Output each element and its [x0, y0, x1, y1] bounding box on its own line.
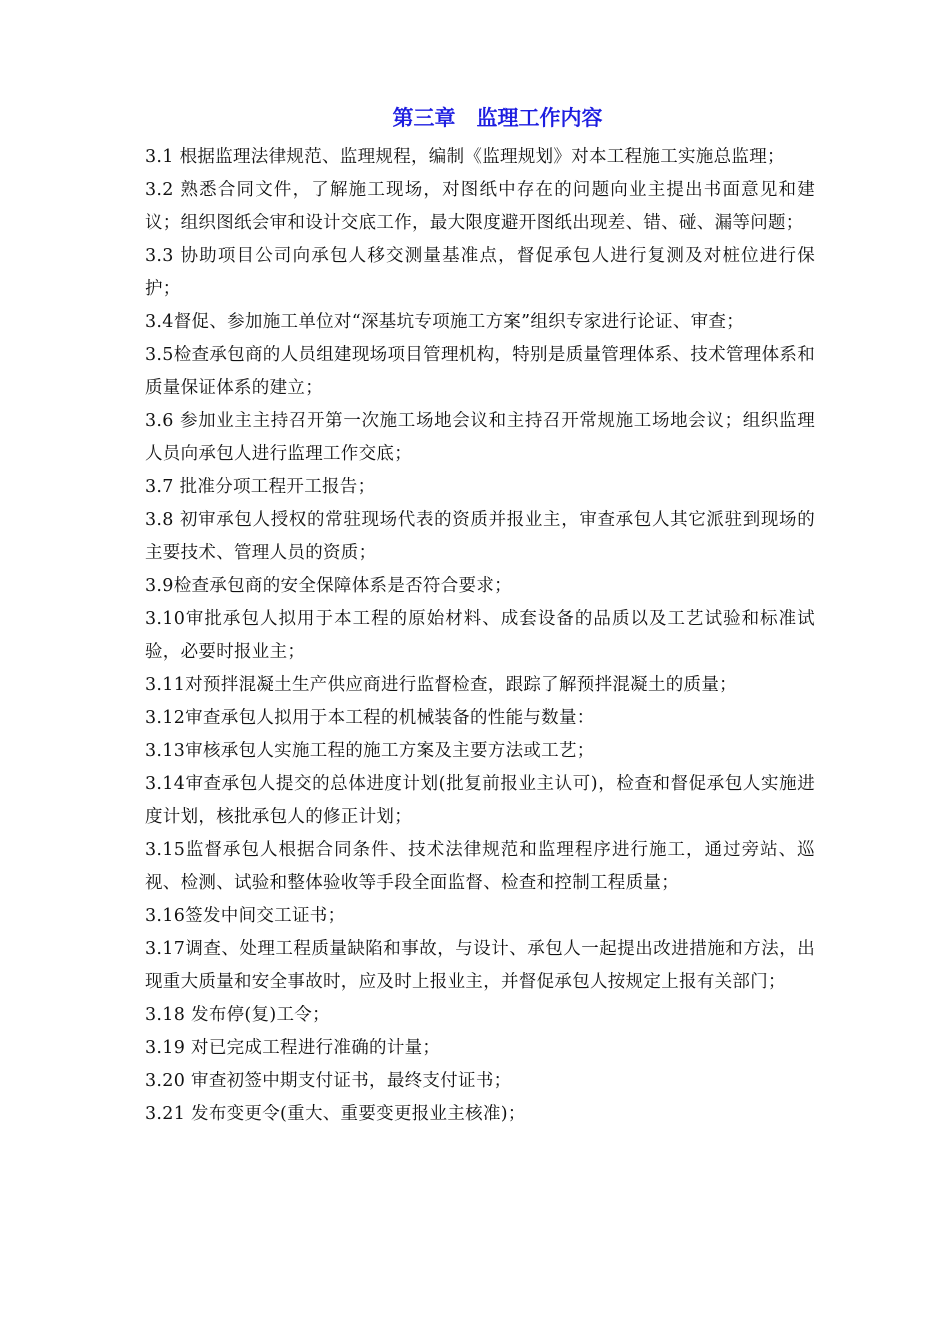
clause-3-12: 3.12审查承包人拟用于本工程的机械装备的性能与数量： — [145, 708, 595, 728]
clause-3-19: 3.19 对已完成工程进行准确的计量； — [145, 1038, 441, 1058]
clause-3-8: 3.8 初审承包人授权的常驻现场代表的资质并报业主，审查承包人其它派驻到现场的主要技术、管理人员的资质； — [145, 510, 815, 563]
clause-3-5: 3.5检查承包商的人员组建现场项目管理机构，特别是质量管理体系、技术管理体系和质量保证体系的建立； — [145, 345, 815, 398]
clause-3-4: 3.4督促、参加施工单位对“深基坑专项施工方案”组织专家进行论证、审查； — [145, 312, 745, 332]
clause-3-18: 3.18 发布停(复)工令； — [145, 1005, 330, 1025]
clause-3-16: 3.16签发中间交工证书； — [145, 906, 346, 926]
clause-3-7: 3.7 批准分项工程开工报告； — [145, 477, 376, 497]
clause-3-20: 3.20 审查初签中期支付证书，最终支付证书； — [145, 1071, 512, 1091]
clause-3-14: 3.14审查承包人提交的总体进度计划(批复前报业主认可)，检查和督促承包人实施进度计划，核批承包人的修正计划； — [145, 774, 815, 827]
clause-3-6: 3.6 参加业主主持召开第一次施工场地会议和主持召开常规施工场地会议；组织监理人员向承包人进行监理工作交底； — [145, 411, 815, 464]
clause-3-11: 3.11对预拌混凝土生产供应商进行监督检查，跟踪了解预拌混凝土的质量； — [145, 675, 737, 695]
clause-3-9: 3.9检查承包商的安全保障体系是否符合要求； — [145, 576, 512, 596]
clause-3-3: 3.3 协助项目公司向承包人移交测量基准点，督促承包人进行复测及对桩位进行保护； — [145, 246, 815, 299]
clause-3-21: 3.21 发布变更令(重大、重要变更报业主核准)； — [145, 1104, 526, 1124]
clause-3-1: 3.1 根据监理法律规范、监理规程，编制《监理规划》对本工程施工实施总监理； — [145, 147, 785, 167]
clause-3-15: 3.15监督承包人根据合同条件、技术法律规范和监理程序进行施工，通过旁站、巡视、检测、试验和整体验收等手段全面监督、检查和控制工程质量； — [145, 840, 815, 893]
document-body — [145, 141, 815, 1131]
clause-3-2: 3.2 熟悉合同文件，了解施工现场，对图纸中存在的问题向业主提出书面意见和建议；组织图纸会审和设计交底工作，最大限度避开图纸出现差、错、碰、漏等问题； — [145, 180, 815, 233]
clause-3-17: 3.17调查、处理工程质量缺陷和事故，与设计、承包人一起提出改进措施和方法，出现重大质量和安全事故时，应及时上报业主，并督促承包人按规定上报有关部门； — [145, 939, 815, 992]
clause-3-13: 3.13审核承包人实施工程的施工方案及主要方法或工艺； — [145, 741, 595, 761]
clause-3-10: 3.10审批承包人拟用于本工程的原始材料、成套设备的品质以及工艺试验和标准试验，必要时报业主； — [145, 609, 815, 662]
chapter-title: 第三章 监理工作内容 — [392, 106, 603, 130]
